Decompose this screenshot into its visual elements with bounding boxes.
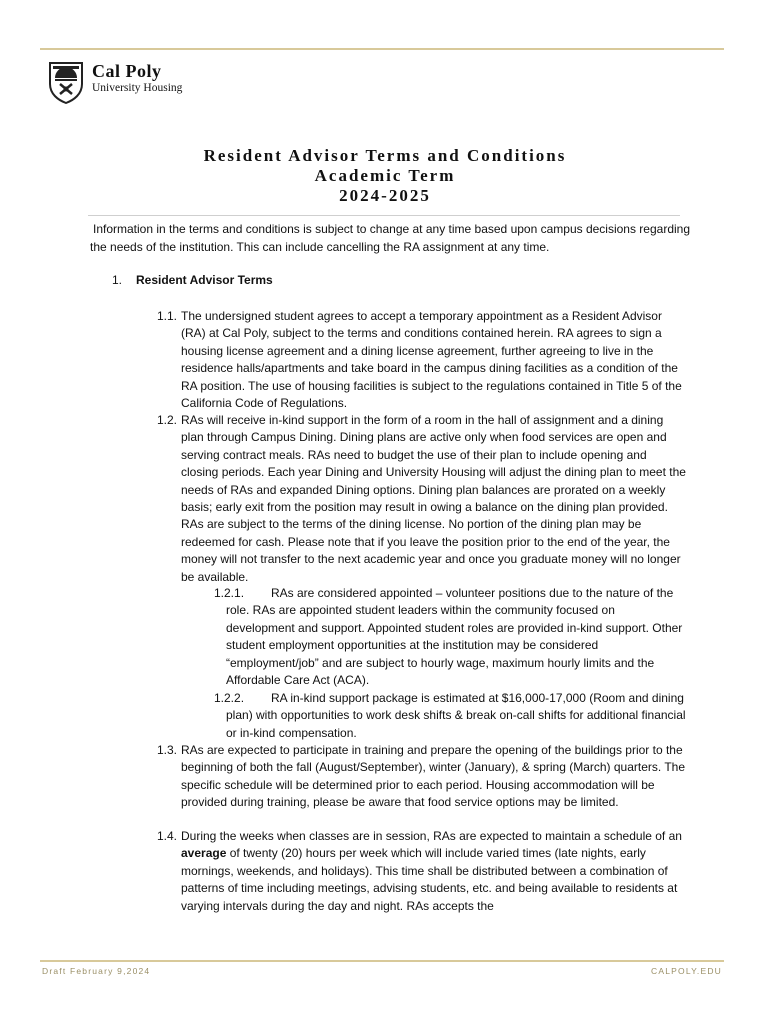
item-number: 1.2.1. bbox=[214, 586, 245, 600]
item-number: 1.1. bbox=[157, 309, 178, 323]
item-text: RAs are considered appointed – volunteer positions due to the nature of the role. RAs are appointed student leaders within the community focused on development and support. Appointed student roles are provided in-kind support. Other student employment opportunities at the institution may be considered “employment/job” and are subject to hourly wage, maximum hourly limits and the Affordable Care Act (ACA). bbox=[226, 586, 683, 688]
item-text: RAs will receive in-kind support in the form of a room in the hall of assignment and a dining plan through Campus Dining. Dining plans are active only when food services are open and serving contract meals. RAs need to budget the use of their plan to include opening and closing periods. Each year Dining and University Housing will adjust the dining plan to meet the needs of RAs and expanded Dining options. Dining plan balances are prorated on a weekly basis; early exit from the position may result in owing a balance on the dining plan provided. RAs are subject to the terms of the dining license. No portion of the dining plan may be redeemed for cash. Please note that if you leave the position prior to the end of the year, the money will not transfer to the next academic year and once you graduate money will no longer be available. bbox=[181, 413, 686, 584]
section-number: 1. bbox=[112, 273, 123, 287]
item-number: 1.4. bbox=[157, 829, 178, 843]
title-line-2: Academic Term bbox=[314, 166, 456, 185]
brand-subtitle: University Housing bbox=[92, 82, 183, 94]
section-heading bbox=[112, 273, 273, 287]
list-item-1-1 bbox=[157, 308, 686, 412]
item-text: RAs are expected to participate in training and prepare the opening of the buildings prior to the beginning of both the fall (August/September), winter (January), & spring (March) quarters. The specific schedule will be determined prior to each period. Housing accommodation will be provided during training, please be aware that food service options may be limited. bbox=[181, 743, 686, 810]
footer-website: CALPOLY.EDU bbox=[651, 966, 722, 976]
item-text: The undersigned student agrees to accept a temporary appointment as a Resident Advisor (RA) at Cal Poly, subject to the terms and conditions contained herein. RA agrees to sign a housing license agreement and a dining license agreement, further agreeing to live in the residence halls/apartments and take board in the campus dining facilities as a condition of the RA position. The use of housing facilities is subject to the regulations contained in Title 5 of the California Code of Regulations. bbox=[181, 309, 682, 411]
item-text bbox=[181, 828, 686, 915]
item-text-end: of twenty (20) hours per week which will include varied times (late nights, early mornings, weekends, and holidays). This time shall be distributed between a combination of patterns of time including meetings, advising students, etc. and being available to residents at varying intervals during the day and night. RAs accepts the bbox=[181, 846, 678, 913]
list-item-1-3 bbox=[157, 742, 686, 812]
list-item-1-2-1 bbox=[214, 585, 686, 689]
item-number: 1.3. bbox=[157, 743, 178, 757]
header-rule bbox=[40, 48, 724, 50]
title-line-3: 2024-2025 bbox=[339, 186, 431, 205]
item-number: 1.2.2. bbox=[214, 691, 245, 705]
list-item-1-4 bbox=[157, 828, 686, 915]
document-title bbox=[0, 146, 770, 206]
list-item-1-2 bbox=[157, 412, 686, 586]
item-text-start: During the weeks when classes are in session, RAs are expected to maintain a schedule of an bbox=[181, 829, 682, 843]
footer-draft-date: Draft February 9,2024 bbox=[42, 966, 151, 976]
footer-rule bbox=[40, 960, 724, 962]
item-number: 1.2. bbox=[157, 413, 178, 427]
title-rule bbox=[88, 215, 680, 216]
section-title: Resident Advisor Terms bbox=[136, 273, 273, 287]
cal-poly-logo bbox=[48, 60, 182, 104]
list-item-1-2-2 bbox=[214, 690, 686, 742]
title-line-1: Resident Advisor Terms and Conditions bbox=[203, 146, 567, 165]
cal-poly-seal-icon bbox=[48, 60, 84, 104]
item-text: RA in-kind support package is estimated at $16,000-17,000 (Room and dining plan) with opportunities to work desk shifts & break on-call shifts for additional financial or in-kind compensation. bbox=[226, 691, 686, 740]
intro-paragraph: Information in the terms and conditions is subject to change at any time based upon campus decisions regarding the needs of the institution. This can include cancelling the RA assignment at any time. bbox=[90, 222, 691, 254]
item-text-emphasis: average bbox=[181, 846, 227, 861]
brand-name: Cal Poly bbox=[92, 61, 162, 81]
